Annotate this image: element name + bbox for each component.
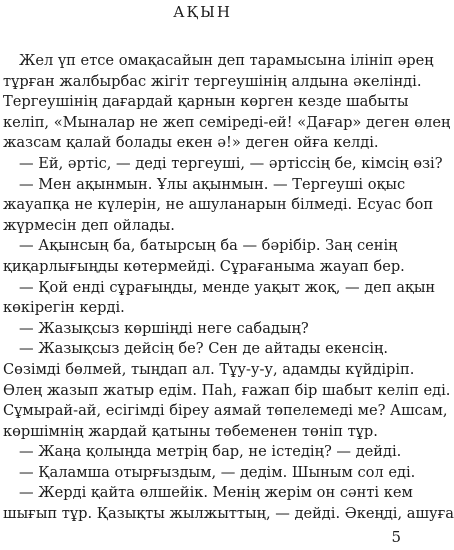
- text-line: — Жерді қайта өлшейік. Менің жерім он сәнті кем: [19, 484, 413, 502]
- text-line: — Қаламша отырғыздым, — дедім. Шыным сол еді.: [19, 463, 416, 481]
- text-line: жүрмесін деп ойлады.: [3, 216, 175, 234]
- text-line: — Жазықсыз көршіңді неге сабадың?: [19, 319, 309, 337]
- text-line: Жел үп етсе омақасайын деп тарамысына ілініп әрең: [19, 52, 434, 69]
- text-line: келіп, «Мыналар не жеп семіреді-ей! «Дағар» деген өлең: [3, 113, 451, 131]
- text-line: жазсам қалай болады екен ә!» деген ойға келді.: [3, 134, 379, 152]
- story-text: [3, 51, 454, 525]
- text-line: — Ей, әртіс, — деді тергеуші, — әртіссің бе, кімсің өзі?: [19, 154, 443, 172]
- text-line: — Ақынсың ба, батырсың ба — бәрібір. Заң сенің: [19, 237, 398, 255]
- text-line: Тергеушінің дағардай қарнын көрген кезде шабыты: [3, 93, 409, 111]
- text-line: көршімнің жардай қатыны төбеменен төніп тұр.: [3, 422, 378, 440]
- text-line: жауапқа не күлерін, не ашуланарын білмеді. Есуас боп: [3, 196, 434, 214]
- text-line: — Мен ақынмын. Ұлы ақынмын. — Тергеуші оқыс: [19, 175, 406, 193]
- text-line: Өлең жазып жатыр едім. Паһ, ғажап бір шабыт келіп еді.: [3, 381, 451, 399]
- text-line: Сөзімді бөлмей, тыңдап ал. Тұу-у-у, адамды күйдіріп.: [3, 360, 415, 378]
- text-line: — Қой енді сұрағыңды, менде уақыт жоқ, — деп ақын: [19, 278, 436, 296]
- text-line: — Жаңа қолыңда метрің бар, не істедің? — дейді.: [19, 443, 402, 461]
- text-line: көкірегін керді.: [3, 299, 125, 317]
- text-line: шығып тұр. Қазықты жылжыттың, — дейді. Әкеңді, ашуға: [3, 505, 454, 523]
- text-line: тұрған жалбырбас жігіт тергеушінің алдына әкелінді.: [3, 72, 422, 90]
- page-number: 5: [391, 528, 401, 546]
- page-title: АҚЫН: [173, 3, 232, 21]
- text-line: — Жазықсыз дейсің бе? Сен де айтады екенсің.: [19, 340, 389, 358]
- text-line: Сұмырай-ай, есігімді біреу аямай төпелемеді ме? Ашсам,: [3, 402, 448, 420]
- text-line: қиқарлығыңды көтермейді. Сұрағанымa жауап бер.: [3, 257, 405, 275]
